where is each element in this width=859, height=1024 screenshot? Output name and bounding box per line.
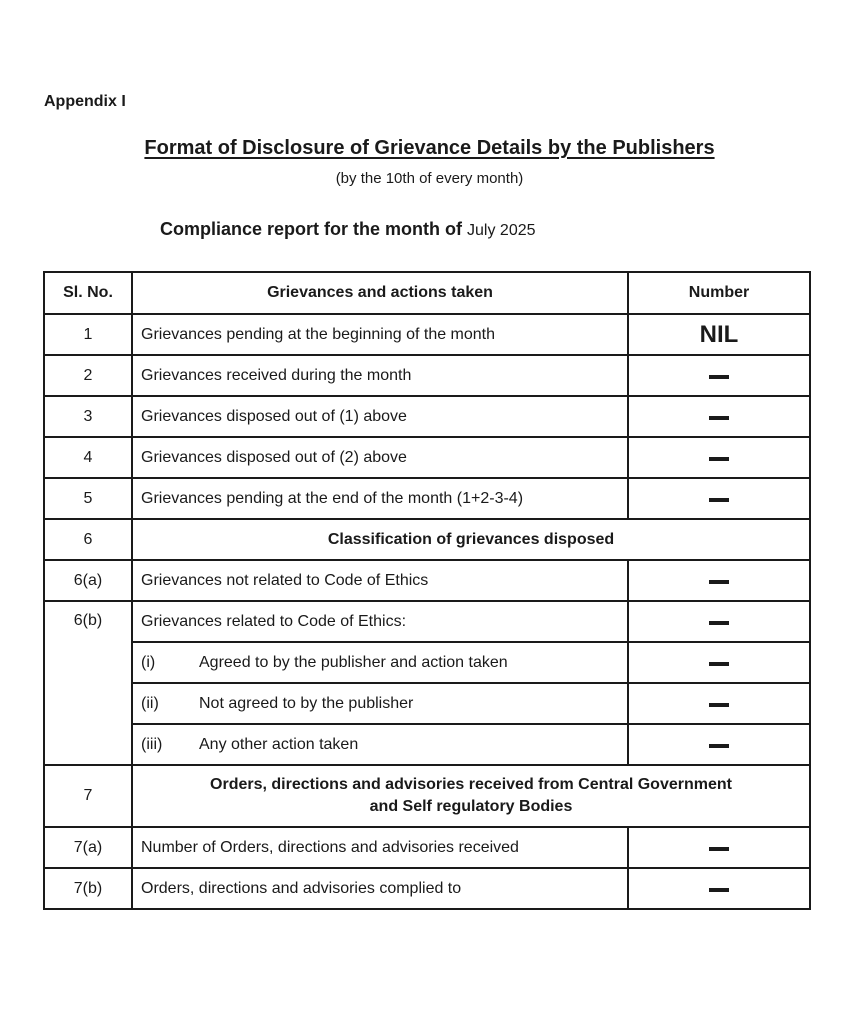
row-text: Grievances received during the month [132, 355, 628, 396]
sub-row [44, 642, 810, 683]
roman-numeral: (i) [141, 653, 156, 671]
row-text: Grievances disposed out of (1) above [132, 396, 628, 437]
row-value-dash [628, 396, 810, 437]
sub-row [44, 724, 810, 765]
row-text: Grievances related to Code of Ethics: [132, 601, 628, 642]
row-value: NIL [628, 314, 810, 355]
header-sl-no: Sl. No. [44, 272, 132, 314]
row-sl: 5 [44, 478, 132, 519]
document-subtitle: (by the 10th of every month) [335, 170, 524, 187]
dash-mark [709, 457, 729, 461]
header-grievances: Grievances and actions taken [132, 272, 628, 314]
row-sl: 6(b) [44, 601, 132, 765]
dash-mark [709, 744, 729, 748]
dash-mark [709, 375, 729, 379]
row-value-dash [628, 437, 810, 478]
roman-numeral: (ii) [141, 694, 159, 712]
row-sl: 7(b) [44, 868, 132, 909]
roman-numeral: (iii) [141, 735, 163, 753]
row-text: Orders, directions and advisories complied to [132, 868, 628, 909]
dash-mark [709, 580, 729, 584]
row-value-dash [628, 724, 810, 765]
row-text: Number of Orders, directions and advisories received [132, 827, 628, 868]
section-7-title [132, 765, 810, 827]
document-title [0, 137, 859, 160]
table-row [44, 868, 810, 909]
dash-mark [709, 847, 729, 851]
section-6-sl: 6 [44, 519, 132, 560]
row-value-dash [628, 601, 810, 642]
sub-row [44, 683, 810, 724]
table-row [44, 478, 810, 519]
section-7-line1: Orders, directions and advisories received from Central Government [210, 776, 732, 793]
table-row [44, 314, 810, 355]
row-text: Grievances pending at the end of the month (1+2-3-4) [132, 478, 628, 519]
table-row [44, 437, 810, 478]
row-value-dash [628, 478, 810, 519]
dash-mark [709, 662, 729, 666]
section-7-line2: and Self regulatory Bodies [369, 798, 573, 815]
grievance-table [43, 271, 811, 910]
row-text: Grievances disposed out of (2) above [132, 437, 628, 478]
sub-row-text [132, 642, 628, 683]
appendix-label: Appendix I [44, 93, 126, 110]
row-sl: 6(a) [44, 560, 132, 601]
row-text: Grievances not related to Code of Ethics [132, 560, 628, 601]
table-row [44, 560, 810, 601]
row-value-dash [628, 868, 810, 909]
sub-row-text [132, 683, 628, 724]
sub-row-label: Agreed to by the publisher and action taken [199, 653, 508, 671]
header-number: Number [628, 272, 810, 314]
row-sl: 7(a) [44, 827, 132, 868]
dash-mark [709, 703, 729, 707]
row-sl: 3 [44, 396, 132, 437]
dash-mark [709, 498, 729, 502]
row-value-dash [628, 642, 810, 683]
dash-mark [709, 621, 729, 625]
document-title-text: Format of Disclosure of Grievance Details by the Publishers [144, 137, 715, 159]
compliance-month: July 2025 [467, 222, 536, 239]
row-sl: 4 [44, 437, 132, 478]
dash-mark [709, 416, 729, 420]
sub-row-text [132, 724, 628, 765]
compliance-heading [160, 219, 536, 240]
section-7-sl: 7 [44, 765, 132, 827]
compliance-label: Compliance report for the month of [160, 219, 463, 239]
table-row [44, 396, 810, 437]
row-value-dash [628, 827, 810, 868]
section-row-7 [44, 765, 810, 827]
dash-mark [709, 888, 729, 892]
row-sl: 2 [44, 355, 132, 396]
row-text: Grievances pending at the beginning of the month [132, 314, 628, 355]
table-header-row [44, 272, 810, 314]
section-row-6 [44, 519, 810, 560]
table-row [44, 601, 810, 642]
section-6-title: Classification of grievances disposed [132, 519, 810, 560]
table-row [44, 827, 810, 868]
row-value-dash [628, 355, 810, 396]
row-value-dash [628, 683, 810, 724]
table-row [44, 355, 810, 396]
row-sl: 1 [44, 314, 132, 355]
sub-row-label: Any other action taken [199, 735, 359, 753]
sub-row-label: Not agreed to by the publisher [199, 694, 414, 712]
row-value-dash [628, 560, 810, 601]
